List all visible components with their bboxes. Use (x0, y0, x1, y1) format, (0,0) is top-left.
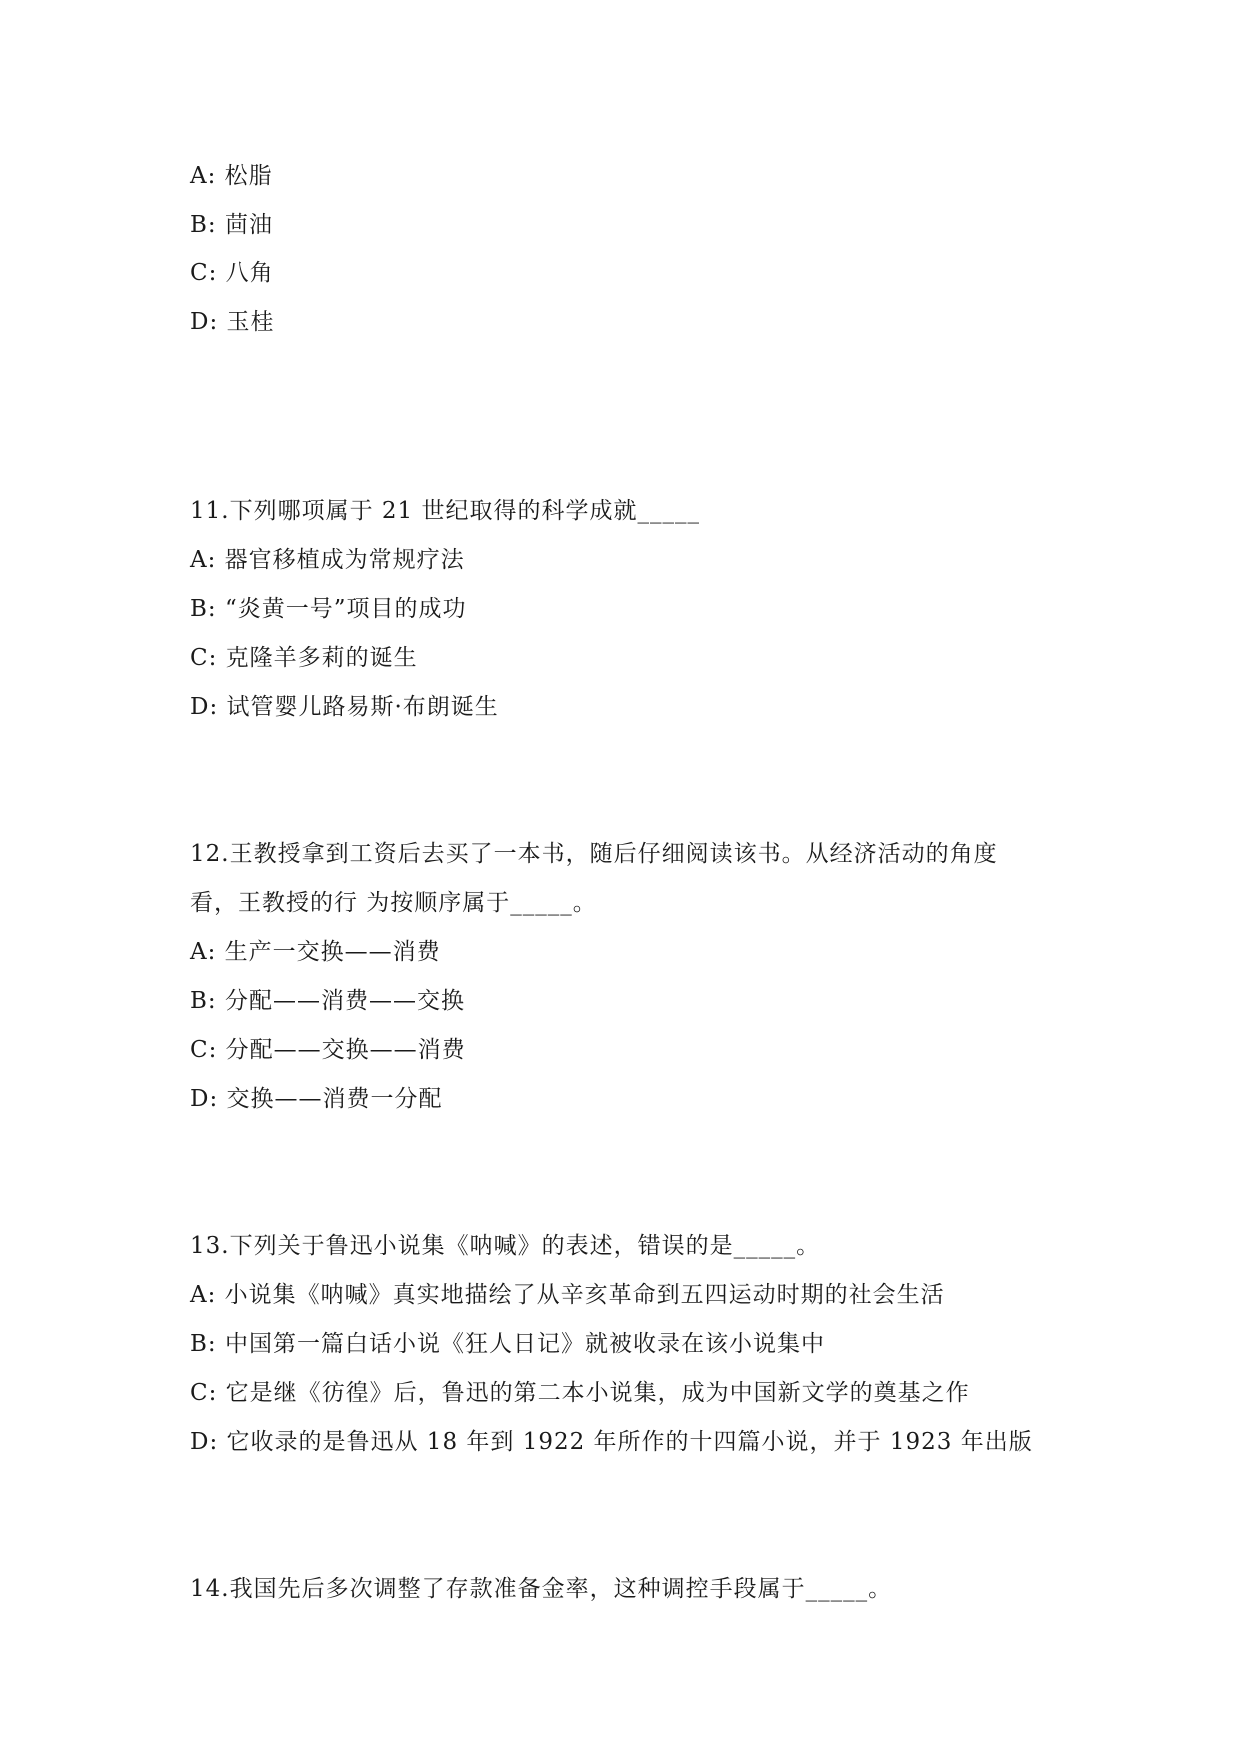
q13-option-c: C: 它是继《彷徨》后，鲁迅的第二本小说集，成为中国新文学的奠基之作 (190, 1380, 970, 1406)
q13-stem: 13.下列关于鲁迅小说集《呐喊》的表述，错误的是_____。 (190, 1233, 821, 1259)
q10-option-a: A: 松脂 (190, 163, 273, 189)
q13-option-b: B: 中国第一篇白话小说《狂人日记》就被收录在该小说集中 (190, 1331, 825, 1357)
q14-stem: 14.我国先后多次调整了存款准备金率，这种调控手段属于_____。 (190, 1576, 893, 1602)
q11-stem: 11.下列哪项属于 21 世纪取得的科学成就_____ (190, 498, 700, 524)
q12-option-a: A: 生产一交换——消费 (190, 939, 441, 965)
q10-option-d: D: 玉桂 (190, 309, 275, 335)
q13-option-a: A: 小说集《呐喊》真实地描绘了从辛亥革命到五四运动时期的社会生活 (190, 1282, 945, 1308)
q12-option-b: B: 分配——消费——交换 (190, 988, 465, 1014)
q12-stem-line2: 看，王教授的行 为按顺序属于_____。 (190, 890, 597, 916)
q13-option-d: D: 它收录的是鲁迅从 18 年到 1922 年所作的十四篇小说，并于 1923 年出版 (190, 1429, 1033, 1455)
q10-option-c: C: 八角 (190, 260, 274, 286)
q11-option-c: C: 克隆羊多莉的诞生 (190, 645, 418, 671)
q10-option-b: B: 茴油 (190, 212, 273, 238)
q12-option-c: C: 分配——交换——消费 (190, 1037, 466, 1063)
q11-option-d: D: 试管婴儿路易斯·布朗诞生 (190, 694, 499, 720)
q11-option-a: A: 器官移植成为常规疗法 (190, 547, 465, 573)
q12-stem-line1: 12.王教授拿到工资后去买了一本书，随后仔细阅读该书。从经济活动的角度 (190, 841, 998, 867)
q12-option-d: D: 交换——消费一分配 (190, 1086, 443, 1112)
q11-option-b: B: “炎黄一号”项目的成功 (190, 596, 467, 622)
